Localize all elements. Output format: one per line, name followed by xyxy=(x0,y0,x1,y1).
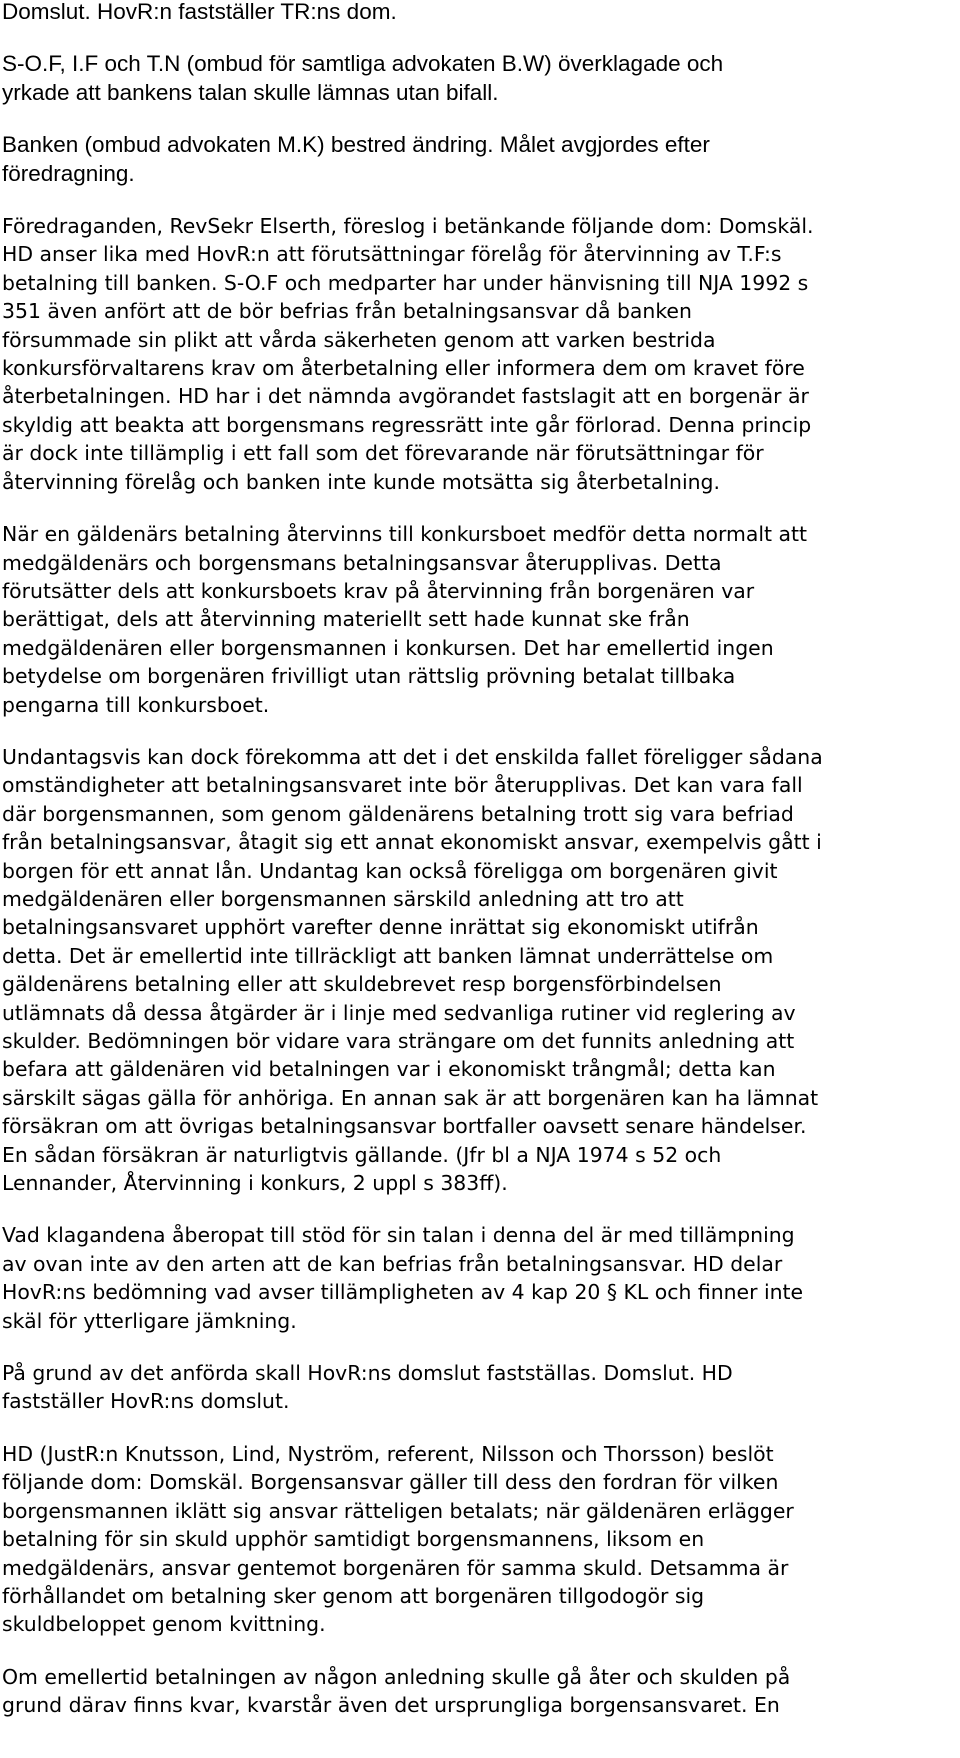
text-line: befara att gäldenären vid betalningen var i ekonomiskt trångmål; detta kan xyxy=(2,1057,776,1082)
text-line: där borgensmannen, som genom gäldenärens betalning trott sig vara befriad xyxy=(2,801,794,826)
text-line: Domslut. HovR:n fastställer TR:ns dom. xyxy=(2,0,397,24)
text-line: 351 även anfört att de bör befrias från betalningsansvar då banken xyxy=(2,299,692,324)
text-line: är dock inte tillämplig i ett fall som det förevarande när förutsättningar för xyxy=(2,441,764,466)
text-line: gäldenärens betalning eller att skuldebrevet resp borgensförbindelsen xyxy=(2,972,722,997)
paragraph xyxy=(2,1221,956,1335)
text-line: omständigheter att betalningsansvaret inte bör återupplivas. Det kan vara fall xyxy=(2,773,803,798)
text-line: detta. Det är emellertid inte tillräckligt att banken lämnat underrättelse om xyxy=(2,943,774,968)
text-line: medgäldenären eller borgensmannen i konkursen. Det har emellertid ingen xyxy=(2,635,774,660)
text-line: medgäldenären eller borgensmannen särskild anledning att tro att xyxy=(2,886,684,911)
text-line: Lennander, Återvinning i konkurs, 2 uppl s 383ff). xyxy=(2,1171,508,1196)
text-line: följande dom: Domskäl. Borgensansvar gäller till dess den fordran för vilken xyxy=(2,1470,779,1495)
paragraph xyxy=(2,50,956,107)
text-line: skuldbeloppet genom kvittning. xyxy=(2,1612,326,1637)
text-line: medgäldenärs och borgensmans betalningsansvar återupplivas. Detta xyxy=(2,550,722,575)
paragraph xyxy=(2,0,956,26)
text-line: försummade sin plikt att vårda säkerheten genom att varken bestrida xyxy=(2,327,716,352)
text-line: betalning för sin skuld upphör samtidigt borgensmannens, liksom en xyxy=(2,1527,705,1552)
text-line: HovR:ns bedömning vad avser tillämpligheten av 4 kap 20 § KL och finner inte xyxy=(2,1280,804,1305)
text-line: försäkran om att övrigas betalningsansvar bortfaller oavsett senare händelser. xyxy=(2,1114,807,1139)
text-line: En sådan försäkran är naturligtvis gällande. (Jfr bl a NJA 1974 s 52 och xyxy=(2,1142,722,1167)
paragraph xyxy=(2,520,956,719)
paragraph xyxy=(2,212,956,496)
text-line: Undantagsvis kan dock förekomma att det i det enskilda fallet föreligger sådana xyxy=(2,744,823,769)
text-line: HD (JustR:n Knutsson, Lind, Nyström, referent, Nilsson och Thorsson) beslöt xyxy=(2,1441,774,1466)
text-line: Föredraganden, RevSekr Elserth, föreslog i betänkande följande dom: Domskäl. xyxy=(2,214,814,239)
text-line: HD anser lika med HovR:n att förutsättningar förelåg för återvinning av T.F:s xyxy=(2,242,782,267)
text-line: från betalningsansvar, åtagit sig ett annat ekonomiskt ansvar, exempelvis gått i xyxy=(2,830,822,855)
text-line: borgen för ett annat lån. Undantag kan också föreligga om borgenären givit xyxy=(2,858,778,883)
text-line: konkursförvaltarens krav om återbetalning eller informera dem om kravet före xyxy=(2,356,805,381)
text-line: förutsätter dels att konkursboets krav på återvinning från borgenären var xyxy=(2,578,755,603)
document-body xyxy=(2,0,956,1744)
text-line: skyldig att beakta att borgensmans regressrätt inte går förlorad. Denna princip xyxy=(2,412,812,437)
text-line: På grund av det anförda skall HovR:ns domslut fastställas. Domslut. HD xyxy=(2,1361,733,1386)
paragraph xyxy=(2,131,956,188)
text-line: skäl för ytterligare jämkning. xyxy=(2,1308,297,1333)
text-line: grund därav finns kvar, kvarstår även det ursprungliga borgensansvaret. En xyxy=(2,1693,780,1718)
text-line: berättigat, dels att återvinning materiellt sett hade kunnat ske från xyxy=(2,607,690,632)
paragraph xyxy=(2,1663,956,1720)
text-line: S-O.F, I.F och T.N (ombud för samtliga advokaten B.W) överklagade och xyxy=(2,51,724,77)
paragraph xyxy=(2,743,956,1198)
text-line: Om emellertid betalningen av någon anledning skulle gå åter och skulden på xyxy=(2,1664,791,1689)
text-line: medgäldenärs, ansvar gentemot borgenären för samma skuld. Detsamma är xyxy=(2,1555,789,1580)
text-line: föredragning. xyxy=(2,160,135,186)
text-line: betalningsansvaret upphört varefter denne inrättat sig ekonomiskt utifrån xyxy=(2,915,759,940)
text-line: fastställer HovR:ns domslut. xyxy=(2,1389,290,1414)
paragraph xyxy=(2,1359,956,1416)
text-line: Vad klagandena åberopat till stöd för sin talan i denna del är med tillämpning xyxy=(2,1223,795,1248)
text-line: yrkade att bankens talan skulle lämnas utan bifall. xyxy=(2,79,499,105)
text-line: särskilt sägas gälla för anhöriga. En annan sak är att borgenären kan ha lämnat xyxy=(2,1085,819,1110)
text-line: förhållandet om betalning sker genom att borgenären tillgodogör sig xyxy=(2,1583,705,1608)
paragraph xyxy=(2,1440,956,1639)
text-line: skulder. Bedömningen bör vidare vara strängare om det funnits anledning att xyxy=(2,1029,795,1053)
text-line: av ovan inte av den arten att de kan befrias från betalningsansvar. HD delar xyxy=(2,1251,783,1276)
text-line: betydelse om borgenären frivilligt utan rättslig prövning betalat tillbaka xyxy=(2,664,736,689)
text-line: pengarna till konkursboet. xyxy=(2,692,270,717)
text-line: utlämnats då dessa åtgärder är i linje med sedvanliga rutiner vid reglering av xyxy=(2,1000,796,1025)
text-line: återbetalningen. HD har i det nämnda avgörandet fastslagit att en borgenär är xyxy=(2,384,809,409)
text-line: När en gäldenärs betalning återvinns till konkursboet medför detta normalt att xyxy=(2,522,807,547)
text-line: Banken (ombud advokaten M.K) bestred ändring. Målet avgjordes efter xyxy=(2,132,710,158)
text-line: återvinning förelåg och banken inte kunde motsätta sig återbetalning. xyxy=(2,469,720,494)
text-line: betalning till banken. S-O.F och medparter har under hänvisning till NJA 1992 s xyxy=(2,270,809,295)
text-line: borgensmannen iklätt sig ansvar rätteligen betalats; när gäldenären erlägger xyxy=(2,1498,794,1523)
